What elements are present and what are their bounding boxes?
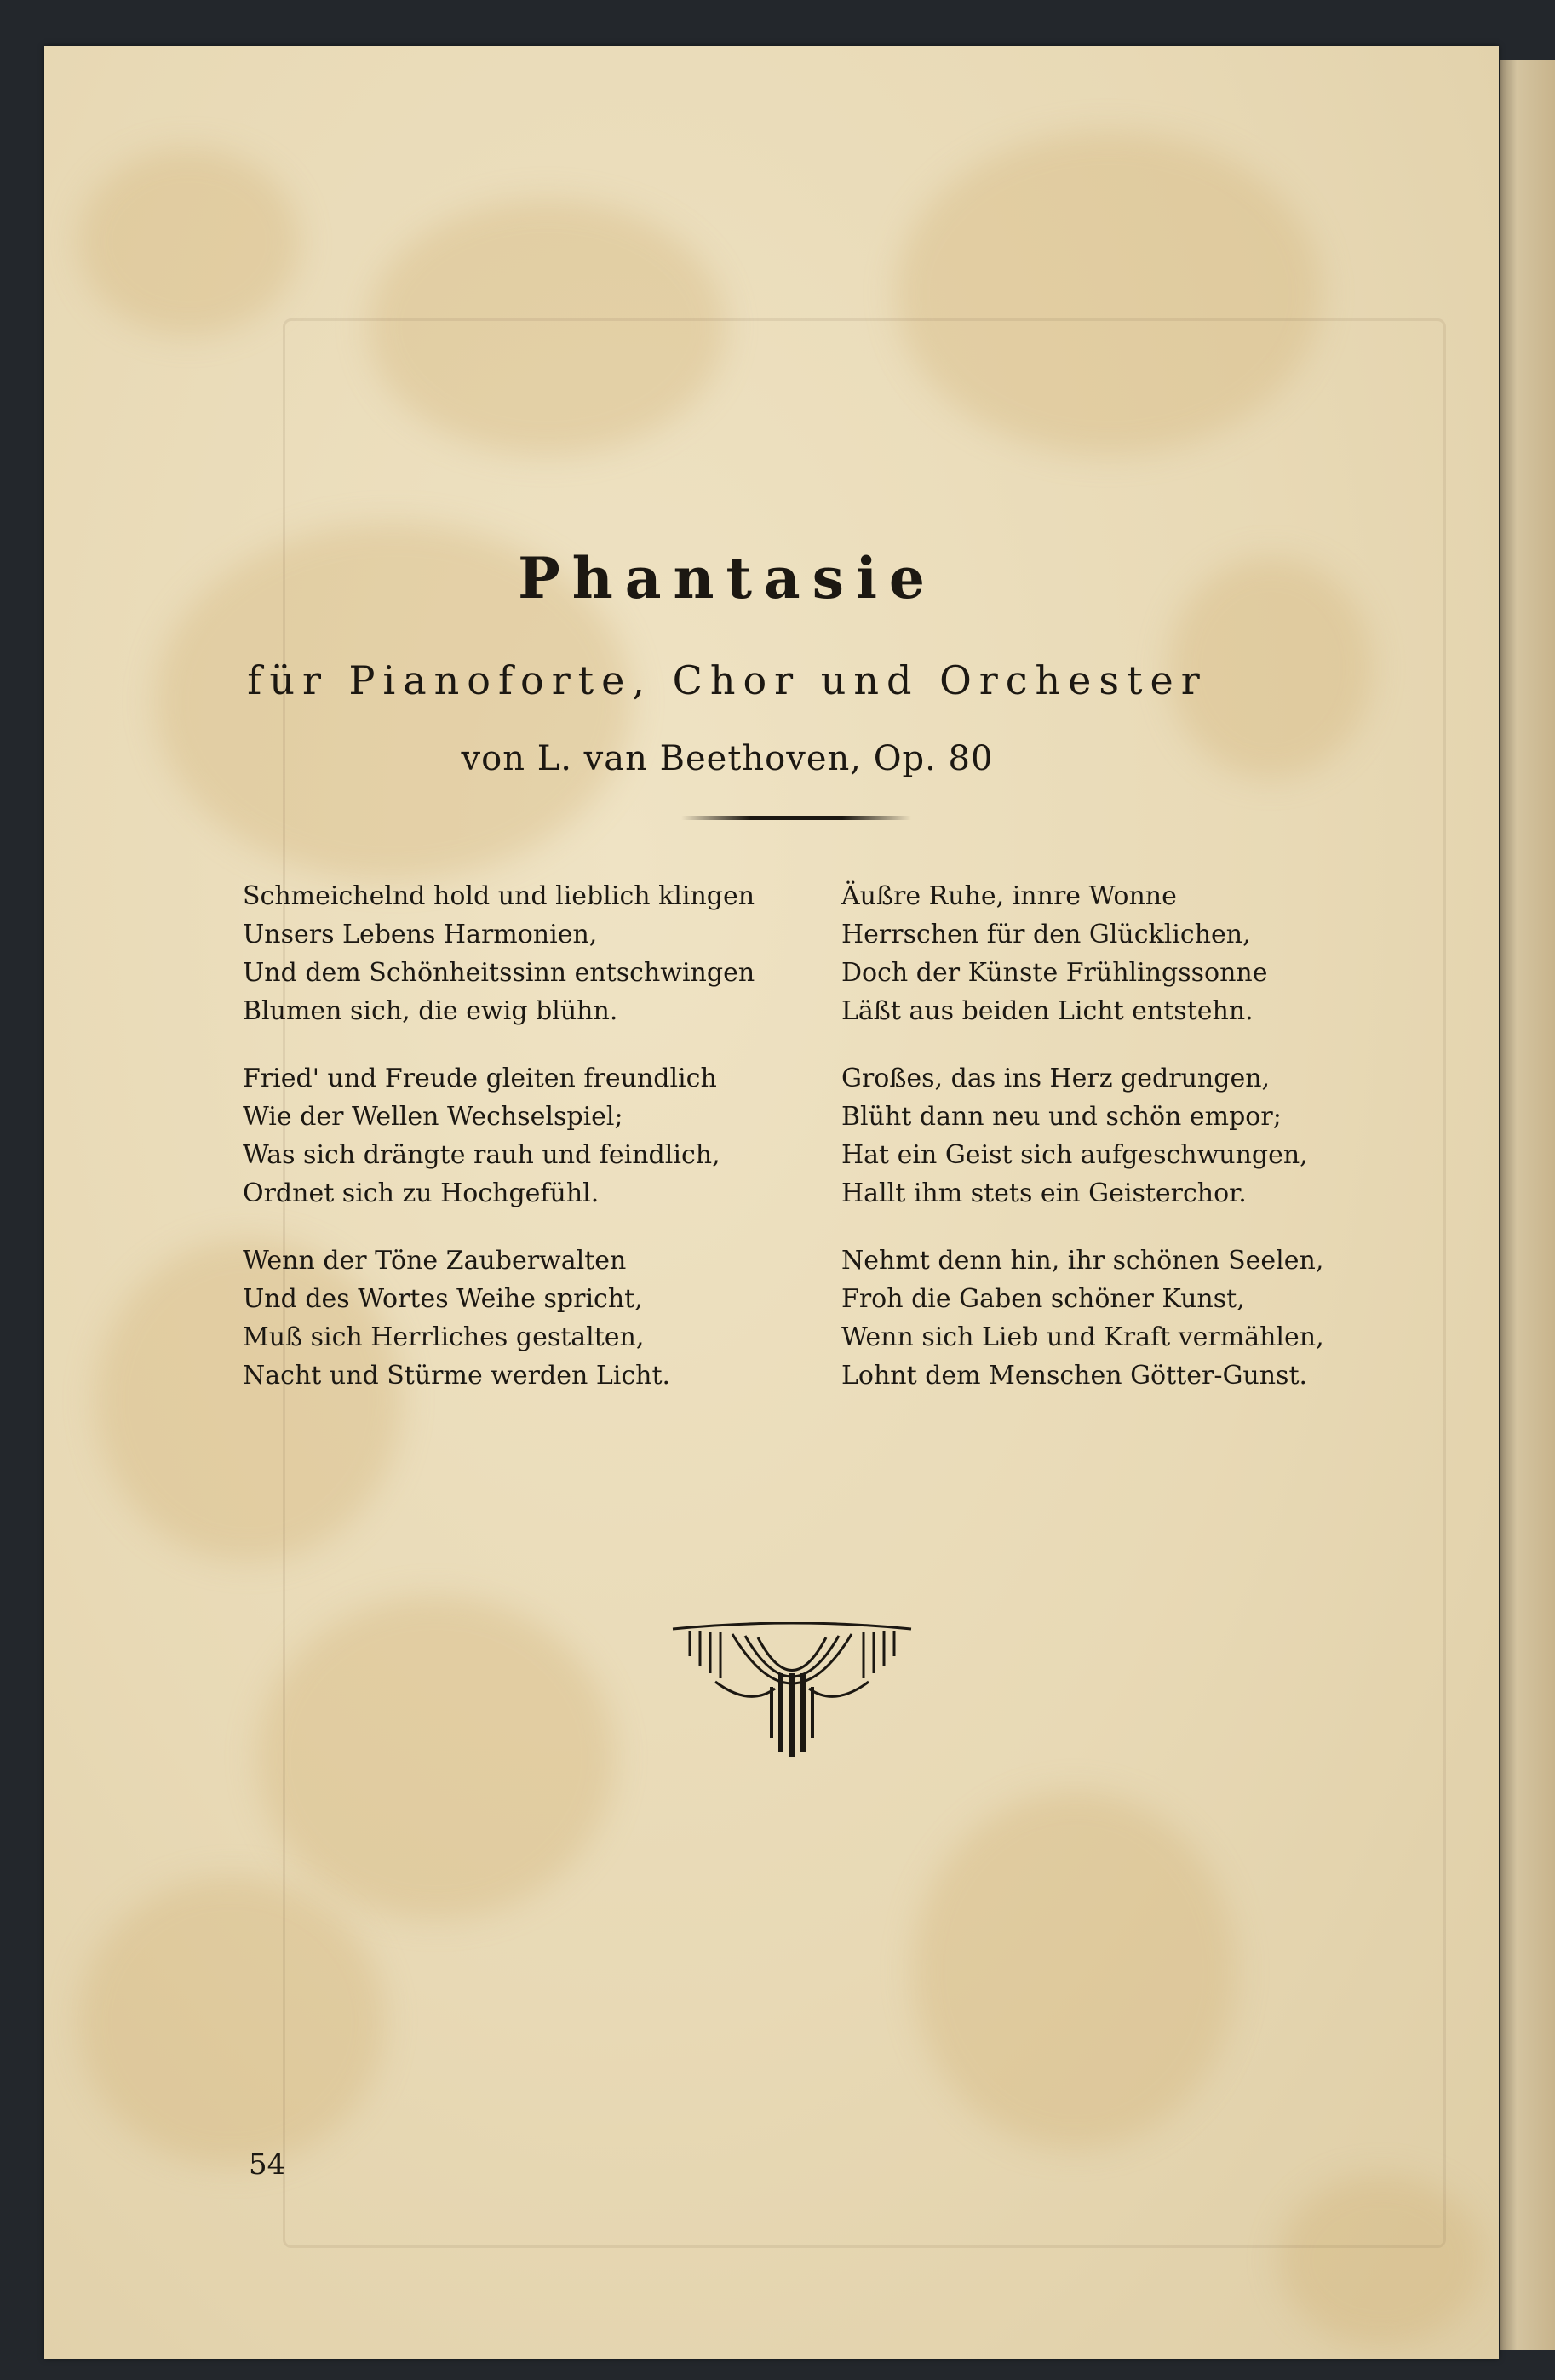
stanza bbox=[841, 1059, 1412, 1213]
adjacent-page-edge bbox=[1500, 60, 1555, 2350]
poem-column-right bbox=[841, 877, 1412, 1424]
verse-line: Großes, das ins Herz gedrungen, bbox=[841, 1064, 1271, 1093]
composer-byline: von L. van Beethoven, Op. 80 bbox=[461, 739, 994, 778]
poem-subtitle: für Pianoforte, Chor und Orchester bbox=[247, 657, 1208, 703]
verse-line: Wenn der Töne Zauberwalten bbox=[243, 1246, 627, 1276]
verse-line: Hat ein Geist sich aufgeschwungen, bbox=[841, 1140, 1308, 1170]
stanza bbox=[243, 1059, 788, 1213]
verse-line: Blumen sich, die ewig blühn. bbox=[243, 996, 618, 1026]
verse-line: Blüht dann neu und schön empor; bbox=[841, 1102, 1282, 1132]
verse-line: Fried' und Freude gleiten freundlich bbox=[243, 1064, 717, 1093]
page-number: 54 bbox=[249, 2148, 286, 2182]
verse-line: Und des Wortes Weihe spricht, bbox=[243, 1284, 643, 1314]
verse-line: Läßt aus beiden Licht entstehn. bbox=[841, 996, 1254, 1026]
stanza bbox=[243, 1242, 788, 1395]
verse-line: Nacht und Stürme werden Licht. bbox=[243, 1361, 671, 1391]
verse-line: Lohnt dem Menschen Götter-Gunst. bbox=[841, 1361, 1308, 1391]
verse-line: Unsers Lebens Harmonien, bbox=[243, 920, 598, 949]
poem-title: Phantasie bbox=[518, 545, 937, 611]
verse-line: Äußre Ruhe, innre Wonne bbox=[841, 881, 1177, 911]
verse-line: Ordnet sich zu Hochgefühl. bbox=[243, 1179, 600, 1208]
verse-line: Und dem Schönheitssinn entschwingen bbox=[243, 958, 755, 988]
verse-line: Herrschen für den Glücklichen, bbox=[841, 920, 1251, 949]
verse-line: Froh die Gaben schöner Kunst, bbox=[841, 1284, 1245, 1314]
title-rule bbox=[681, 816, 911, 820]
verse-line: Hallt ihm stets ein Geisterchor. bbox=[841, 1179, 1247, 1208]
verse-line: Nehmt denn hin, ihr schönen Seelen, bbox=[841, 1246, 1324, 1276]
verse-line: Was sich drängte rauh und feindlich, bbox=[243, 1140, 720, 1170]
poem-column-left bbox=[243, 877, 788, 1424]
verse-line: Wie der Wellen Wechselspiel; bbox=[243, 1102, 623, 1132]
paper-stain bbox=[78, 148, 300, 335]
verse-line: Doch der Künste Frühlingssonne bbox=[841, 958, 1268, 988]
verse-line: Wenn sich Lieb und Kraft vermählen, bbox=[841, 1322, 1324, 1352]
stanza bbox=[841, 877, 1412, 1030]
stanza bbox=[841, 1242, 1412, 1395]
verse-line: Schmeichelnd hold und lieblich klingen bbox=[243, 881, 755, 911]
verse-line: Muß sich Herrliches gestalten, bbox=[243, 1322, 645, 1352]
decorative-vignette-icon bbox=[664, 1622, 920, 1758]
stanza bbox=[243, 877, 788, 1030]
